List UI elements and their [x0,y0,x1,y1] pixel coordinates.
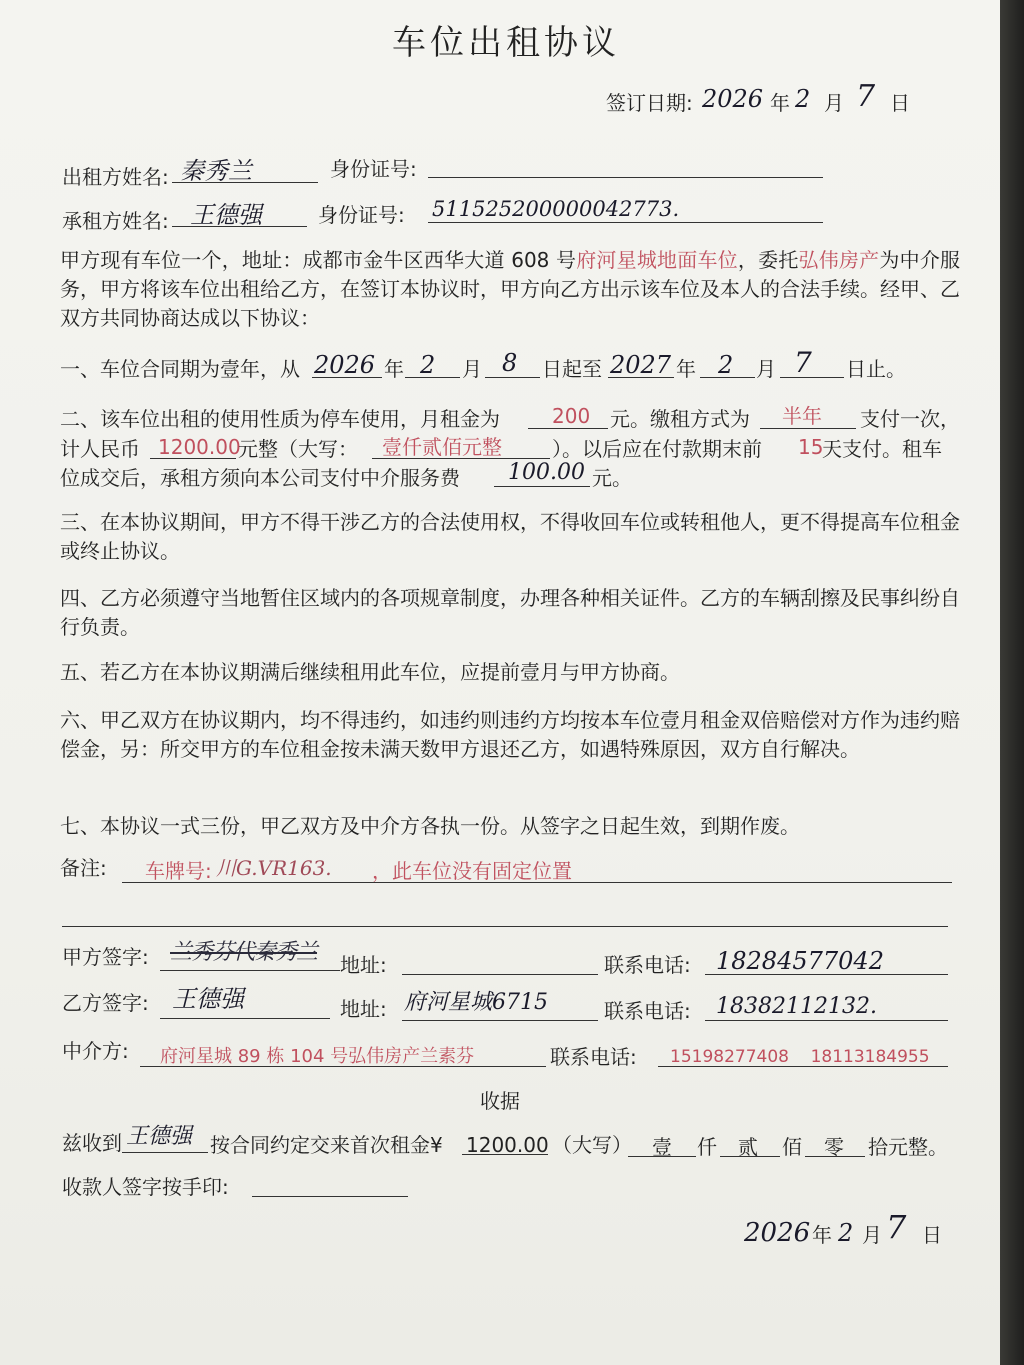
payment-amount: 1200.00 [158,435,241,459]
clause1-end-month: 2 [718,351,734,379]
receipt-amount: 1200.00 [466,1133,549,1157]
agent-name: 府河星城 89 栋 104 号弘伟房产兰素芬 [160,1046,475,1067]
lessor-name: 秦秀兰 [180,157,252,185]
lessee-name-label: 承租方姓名: [62,209,169,233]
party-a-address-label: 地址: [340,953,387,977]
clause1-start-month: 2 [420,351,436,379]
clause2-text-g: 天支付。租车 [822,437,942,461]
party-b-phone-label: 联系电话: [604,999,691,1023]
lessee-name: 王德强 [190,201,262,229]
lessor-id-label: 身份证号: [330,157,417,181]
payment-amount-cn-line [372,458,550,459]
sign-date-day-unit: 日 [890,91,910,115]
clause1-prefix: 一、车位合同期为壹年，从 [60,357,300,381]
monthly-rent: 200 [552,404,591,428]
receipt-text-c: （大写） [552,1133,632,1157]
remark-line-1 [122,882,952,883]
agency-name: 弘伟房产 [798,248,880,272]
party-a-phone: 18284577042 [716,947,884,975]
payment-amount-cn: 壹仟贰佰元整 [382,435,502,459]
party-a-signature: 兰秀芬代秦秀兰 [170,940,318,965]
party-a-phone-line [705,974,948,975]
receipt-text-a: 兹收到 [62,1131,122,1155]
sign-date-year-unit: 年 [770,91,790,115]
receipt-unit-2: 佰 [782,1135,802,1159]
party-b-address: 府河星城6715 [404,990,548,1015]
receipt-title: 收据 [480,1089,520,1113]
receipt-digit-1: 壹 [652,1135,672,1159]
payee-sign-line [252,1196,408,1197]
clause1-end-year: 2027 [610,351,672,379]
agency-fee: 100.00 [508,460,585,485]
plate-label: 车牌号: [145,859,212,883]
lessor-id-line [428,177,823,178]
receipt-digit-2-line [720,1156,780,1157]
agent-name-line [140,1066,546,1067]
clause6: 六、甲乙双方在协议期内，均不得违约，如违约则违约方均按本车位壹月租金双倍赔偿对方作为违约赔偿金，另：所交甲方的车位租金按未满天数甲方退还乙方，如遇特殊原因，双方自行解决。 [60,708,960,761]
party-b-label: 乙方签字: [62,991,149,1015]
clause1-start-month-line [405,377,460,378]
receipt-date-day: 7 [886,1208,907,1246]
party-a-label: 甲方签字: [62,945,149,969]
clause1-end-day: 7 [794,346,812,379]
lessee-name-line [172,226,307,227]
clause2-text-e: 元整（大写： [238,437,358,461]
lessee-id-label: 身份证号: [318,203,405,227]
plate-number: 川G.VR163. [216,856,332,880]
receipt-digit-2: 贰 [738,1135,758,1159]
receipt-digit-1-line [628,1156,696,1157]
receipt-date-year-unit: 年 [812,1223,832,1247]
lessor-name-line [172,182,318,183]
party-a-address-line [402,974,598,975]
clause2-text-a: 二、该车位出租的使用性质为停车使用，月租金为 [60,407,500,431]
clause4: 四、乙方必须遵守当地暂住区域内的各项规章制度，办理各种相关证件。乙方的车辆刮擦及民事纠纷自行负责。 [60,586,960,639]
receipt-payer-line [122,1152,208,1153]
sign-date-label: 签订日期: [606,91,693,115]
lessee-id-line [428,222,823,223]
page-title: 车位出租协议 [392,23,620,63]
party-b-signature-line [160,1018,330,1019]
party-b-phone-line [705,1020,948,1021]
clause3: 三、在本协议期间，甲方不得干涉乙方的合法使用权，不得收回车位或转租他人，更不得提高车位租金或终止协议。 [60,510,960,563]
remark-note: ，此车位没有固定位置 [372,859,572,883]
sign-date-month-unit: 月 [824,91,844,115]
receipt-date-month-unit: 月 [862,1223,882,1247]
receipt-amount-line [462,1154,548,1155]
sign-date-year: 2026 [702,85,764,113]
receipt-date-year: 2026 [744,1218,811,1248]
payment-cycle: 半年 [782,404,822,428]
party-b-address-line [402,1020,598,1021]
receipt-payer: 王德强 [126,1124,193,1149]
clause1-start-year: 2026 [314,351,376,379]
clause5: 五、若乙方在本协议期满后继续租用此车位，应提前壹月与甲方协商。 [60,660,680,684]
payment-amount-line [150,458,236,459]
intro-text-2: ，委托 [737,248,799,272]
payment-cycle-line [760,428,856,429]
intro-text-1: 甲方现有车位一个，地址：成都市金牛区西华大道 608 号 [60,248,577,272]
clause2-text-f: ）。以后应在付款期末前 [552,437,762,461]
sign-date-day: 7 [856,79,876,114]
remark-label: 备注: [60,856,107,880]
receipt-unit-3: 拾元整。 [868,1135,948,1159]
advance-days: 15 [798,435,824,459]
clause2-text-b: 元。缴租方式为 [610,407,750,431]
clause1-end-year-line [608,377,674,378]
clause2-text-i: 元。 [592,466,632,490]
clause1-start-day-line [485,377,540,378]
receipt-text-b: 按合同约定交来首次租金¥ [210,1133,443,1157]
clause1-suffix: 日止。 [846,357,906,381]
clause1-end-day-line [780,377,844,378]
lessor-name-label: 出租方姓名: [62,165,169,189]
clause1-year-unit: 年 [384,357,404,381]
receipt-digit-3-line [805,1156,865,1157]
party-b-address-label: 地址: [340,997,387,1021]
party-b-phone: 18382112132. [716,994,877,1019]
clause1-start-year-line [312,377,382,378]
clause1-end-month-line [700,377,755,378]
receipt-digit-3: 零 [824,1135,844,1159]
clause7: 七、本协议一式三份，甲乙双方及中介方各执一份。从签字之日起生效，到期作废。 [60,814,800,838]
intro-paragraph [60,246,960,333]
clause1-start-day: 8 [502,349,518,377]
party-b-signature: 王德强 [172,985,244,1013]
agent-phone-line [658,1066,948,1067]
remark-line-2 [62,926,948,927]
parking-address: 府河星城地面车位 [576,248,738,272]
clause2-text-c: 支付一次， [860,407,960,431]
receipt-date-month: 2 [838,1219,854,1247]
party-a-signature-line [160,970,340,971]
receipt-date-day-unit: 日 [922,1223,942,1247]
clause1-mid: 日起至 [542,357,602,381]
clause2-text-d: 计人民币 [60,437,140,461]
clause1-month-unit: 月 [462,357,482,381]
desk-background [1000,0,1024,1365]
intro-text-3: 为中介服务，甲方将该车位出租给乙方，在签订本协议时，甲方向乙方出示该车位及本人的合法手续。经甲、乙双方共同协商达成以下协议： [60,248,961,330]
clause1-month-unit-2: 月 [756,357,776,381]
agency-fee-line [494,486,590,487]
agent-label: 中介方: [62,1039,129,1063]
lessee-id: 511525200000042773. [432,197,680,221]
agent-phones: 15198277408 18113184955 [670,1047,930,1067]
agent-phone-label: 联系电话: [550,1045,637,1069]
sign-date-month: 2 [795,85,811,113]
clause1-year-unit-2: 年 [676,357,696,381]
party-a-phone-label: 联系电话: [604,953,691,977]
payee-sign-label: 收款人签字按手印: [62,1175,229,1199]
monthly-rent-line [528,428,608,429]
clause2-text-h: 位成交后，承租方须向本公司支付中介服务费 [60,466,460,490]
receipt-unit-1: 仟 [697,1135,717,1159]
